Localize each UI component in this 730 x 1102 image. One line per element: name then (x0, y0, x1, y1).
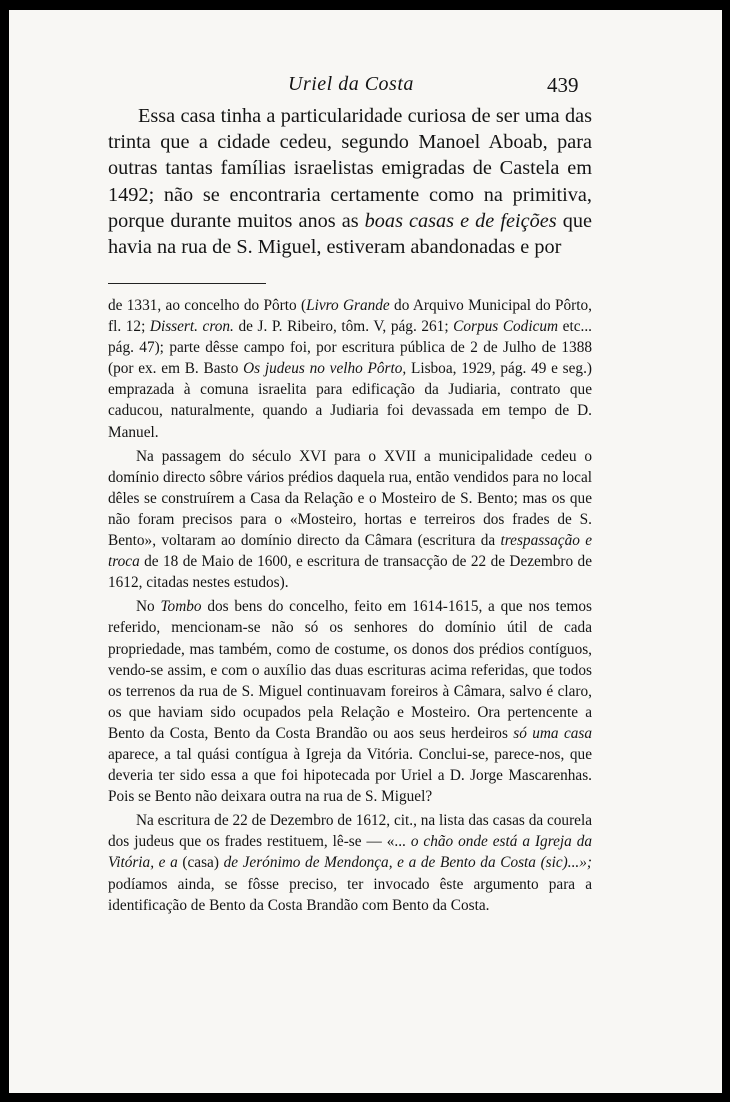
running-title: Uriel da Costa (288, 73, 414, 95)
footnotes (108, 295, 592, 916)
running-head (9, 73, 722, 101)
footnote-paragraph: No Tombo dos bens do concelho, feito em 1614-1615, a que nos temos referido, mencionam-se não só os senhores do domínio útil de cada propriedade, mas também, como de costume, os donos dos prédios contíguos, vendo-se assim, e com o auxílio das duas escrituras acima referidas, que todos os terrenos da rua de S. Miguel continuavam foreiros à Câmara, salvo é claro, os que haviam sido ocupados pela Relação e Mosteiro. Ora pertencente a Bento da Costa, Bento da Costa Brandão ou aos seus herdeiros só uma casa aparece, a tal quási contígua à Igreja da Vitória. Conclui-se, parece-nos, que deveria ter sido essa a que foi hipotecada por Uriel a D. Jorge Mascarenhas. Pois se Bento não deixara outra na rua de S. Miguel? (108, 598, 592, 806)
main-text (108, 103, 592, 260)
footnote-divider (108, 283, 266, 284)
footnote-paragraph: Na escritura de 22 de Dezembro de 1612, cit., na lista das casas da courela dos judeus que os frades restituem, lê-se — «... o chão onde está a Igreja da Vitória, e a (casa) de Jerónimo de Mendonça, e a de Bento da Costa (sic)...»; podíamos ainda, se fôsse preciso, ter invocado êste argumento para a identificação de Bento da Costa Brandão com Bento da Costa. (108, 812, 593, 914)
footnote-paragraph: de 1331, ao concelho do Pôrto (Livro Grande do Arquivo Municipal do Pôrto, fl. 12; Dissert. cron. de J. P. Ribeiro, tôm. V, pág. 261; Corpus Codicum etc... pág. 47); parte dêsse campo foi, por escritura pública de 2 de Julho de 1388 (por ex. em B. Basto Os judeus no velho Pôrto, Lisboa, 1929, pág. 49 e seg.) emprazada à comuna israelita para edificação da Judiaria, contrato que caducou, naturalmente, quando a Judiaria foi devassada em tempo de D. Manuel. (108, 297, 592, 441)
main-paragraph: Essa casa tinha a particularidade curiosa de ser uma das trinta que a cidade cedeu, segundo Manoel Aboab, para outras tantas famílias israelistas emigradas de Castela em 1492; não se encontraria certamente como na primitiva, porque durante muitos anos as boas casas e de feições que havia na rua de S. Miguel, estiveram abandonadas e por (108, 105, 592, 259)
page-number: 439 (547, 73, 579, 97)
book-page (9, 10, 722, 1093)
italic-phrase: boas casas e de feições (364, 209, 557, 232)
footnote-paragraph: Na passagem do século XVI para o XVII a municipalidade cedeu o domínio directo sôbre vários prédios daquela rua, então vendidos para no local dêles se construírem a Casa da Relação e o Mosteiro de S. Bento; mas os que não foram precisos para o «Mosteiro, hortas e terreiros dos frades de S. Bento», voltaram ao domínio directo da Câmara (escritura da trespassação e troca de 18 de Maio de 1600, e escritura de transacção de 22 de Dezembro de 1612, citadas nestes estudos). (108, 447, 592, 592)
